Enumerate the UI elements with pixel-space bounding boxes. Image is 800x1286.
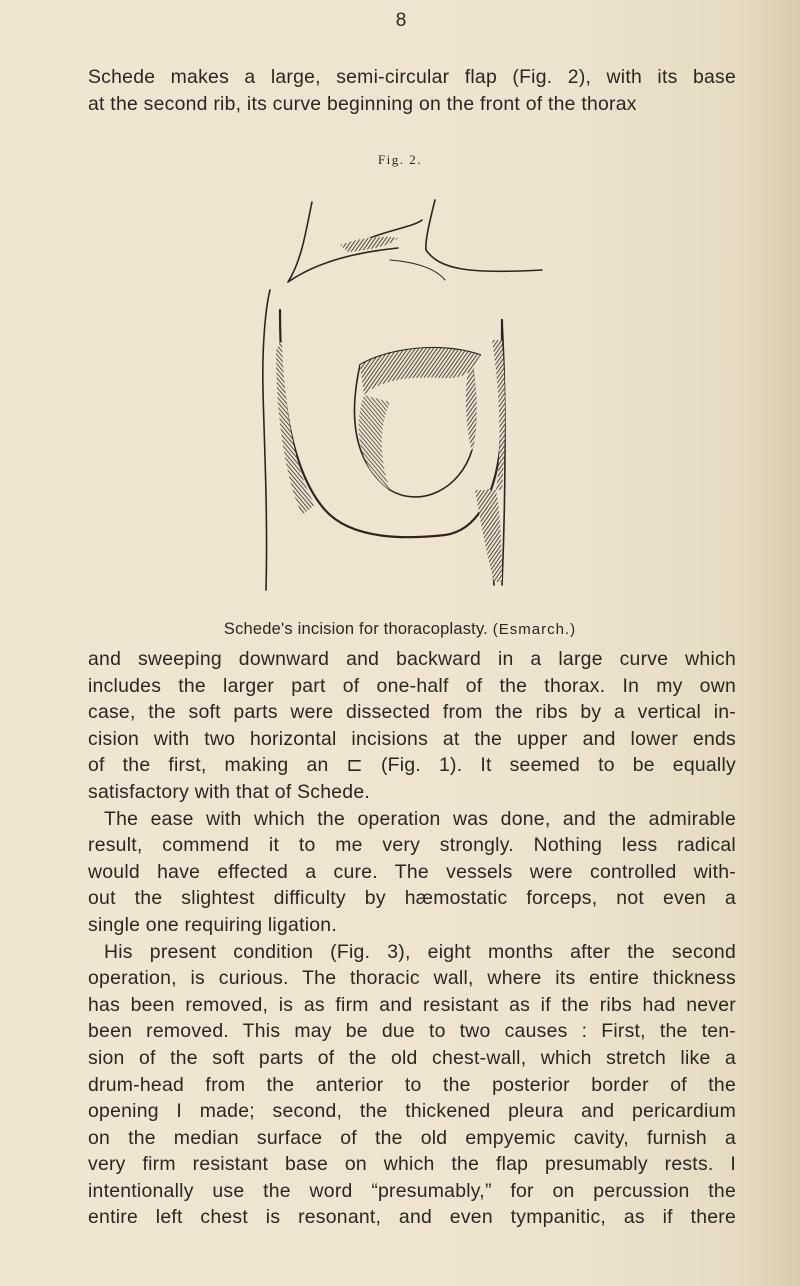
caption-text: Schede's incision for thoracoplasty. xyxy=(223,620,488,638)
text-line: entire left chest is resonant, and even tympanitic, as if there xyxy=(88,1206,736,1229)
figure-label: Fig. 2. xyxy=(377,152,423,167)
text-line: satisfactory with that of Schede. xyxy=(88,780,371,803)
text-line: out the slightest difficulty by hæmostatic forceps, not even a xyxy=(88,887,736,910)
text-line: very firm resistant base on which the flap presumably rests. I xyxy=(88,1153,736,1176)
text-line: intentionally use the word “presumably,” for on percussion the xyxy=(88,1179,736,1202)
schede-incision-illustration xyxy=(240,190,570,610)
text-line: on the median surface of the old empyemic cavity, furnish a xyxy=(88,1126,736,1149)
text-line: The ease with which the operation was done, and the admirable xyxy=(104,807,736,830)
text-line: Schede makes a large, semi-circular flap (Fig. 2), with its base xyxy=(88,66,736,88)
text-line: operation, is curious. The thoracic wall, where its entire thickness xyxy=(88,967,736,990)
text-line: opening I made; second, the thickened pleura and pericardium xyxy=(88,1100,736,1123)
text-line: would have effected a cure. The vessels were controlled with- xyxy=(88,860,736,883)
figure-caption xyxy=(0,620,800,639)
page-number: 8 xyxy=(395,10,407,31)
text-line: His present condition (Fig. 3), eight months after the second xyxy=(104,940,736,963)
caption-source: (Esmarch.) xyxy=(492,621,577,638)
text-line: includes the larger part of one-half of the thorax. In my own xyxy=(88,674,736,697)
text-line: at the second rib, its curve beginning on the front of the thorax xyxy=(88,92,637,115)
text-line: and sweeping downward and backward in a large curve which xyxy=(88,648,736,670)
text-line: case, the soft parts were dissected from the ribs by a vertical in- xyxy=(88,701,736,724)
text-line: cision with two horizontal incisions at the upper and lower ends xyxy=(88,727,736,750)
body-text xyxy=(88,646,736,1231)
text-line: result, commend it to me very strongly. Nothing less radical xyxy=(88,834,736,857)
text-line: has been removed, is as firm and resistant as if the ribs had never xyxy=(88,993,736,1016)
text-line: drum-head from the anterior to the posterior border of the xyxy=(88,1073,736,1096)
intro-paragraph xyxy=(88,64,736,117)
text-line: been removed. This may be due to two causes : First, the ten- xyxy=(88,1020,736,1043)
text-line: single one requiring ligation. xyxy=(88,913,337,936)
text-line: sion of the soft parts of the old chest-wall, which stretch like a xyxy=(88,1046,736,1069)
text-line: of the first, making an ⊏ (Fig. 1). It seemed to be equally xyxy=(88,754,736,777)
